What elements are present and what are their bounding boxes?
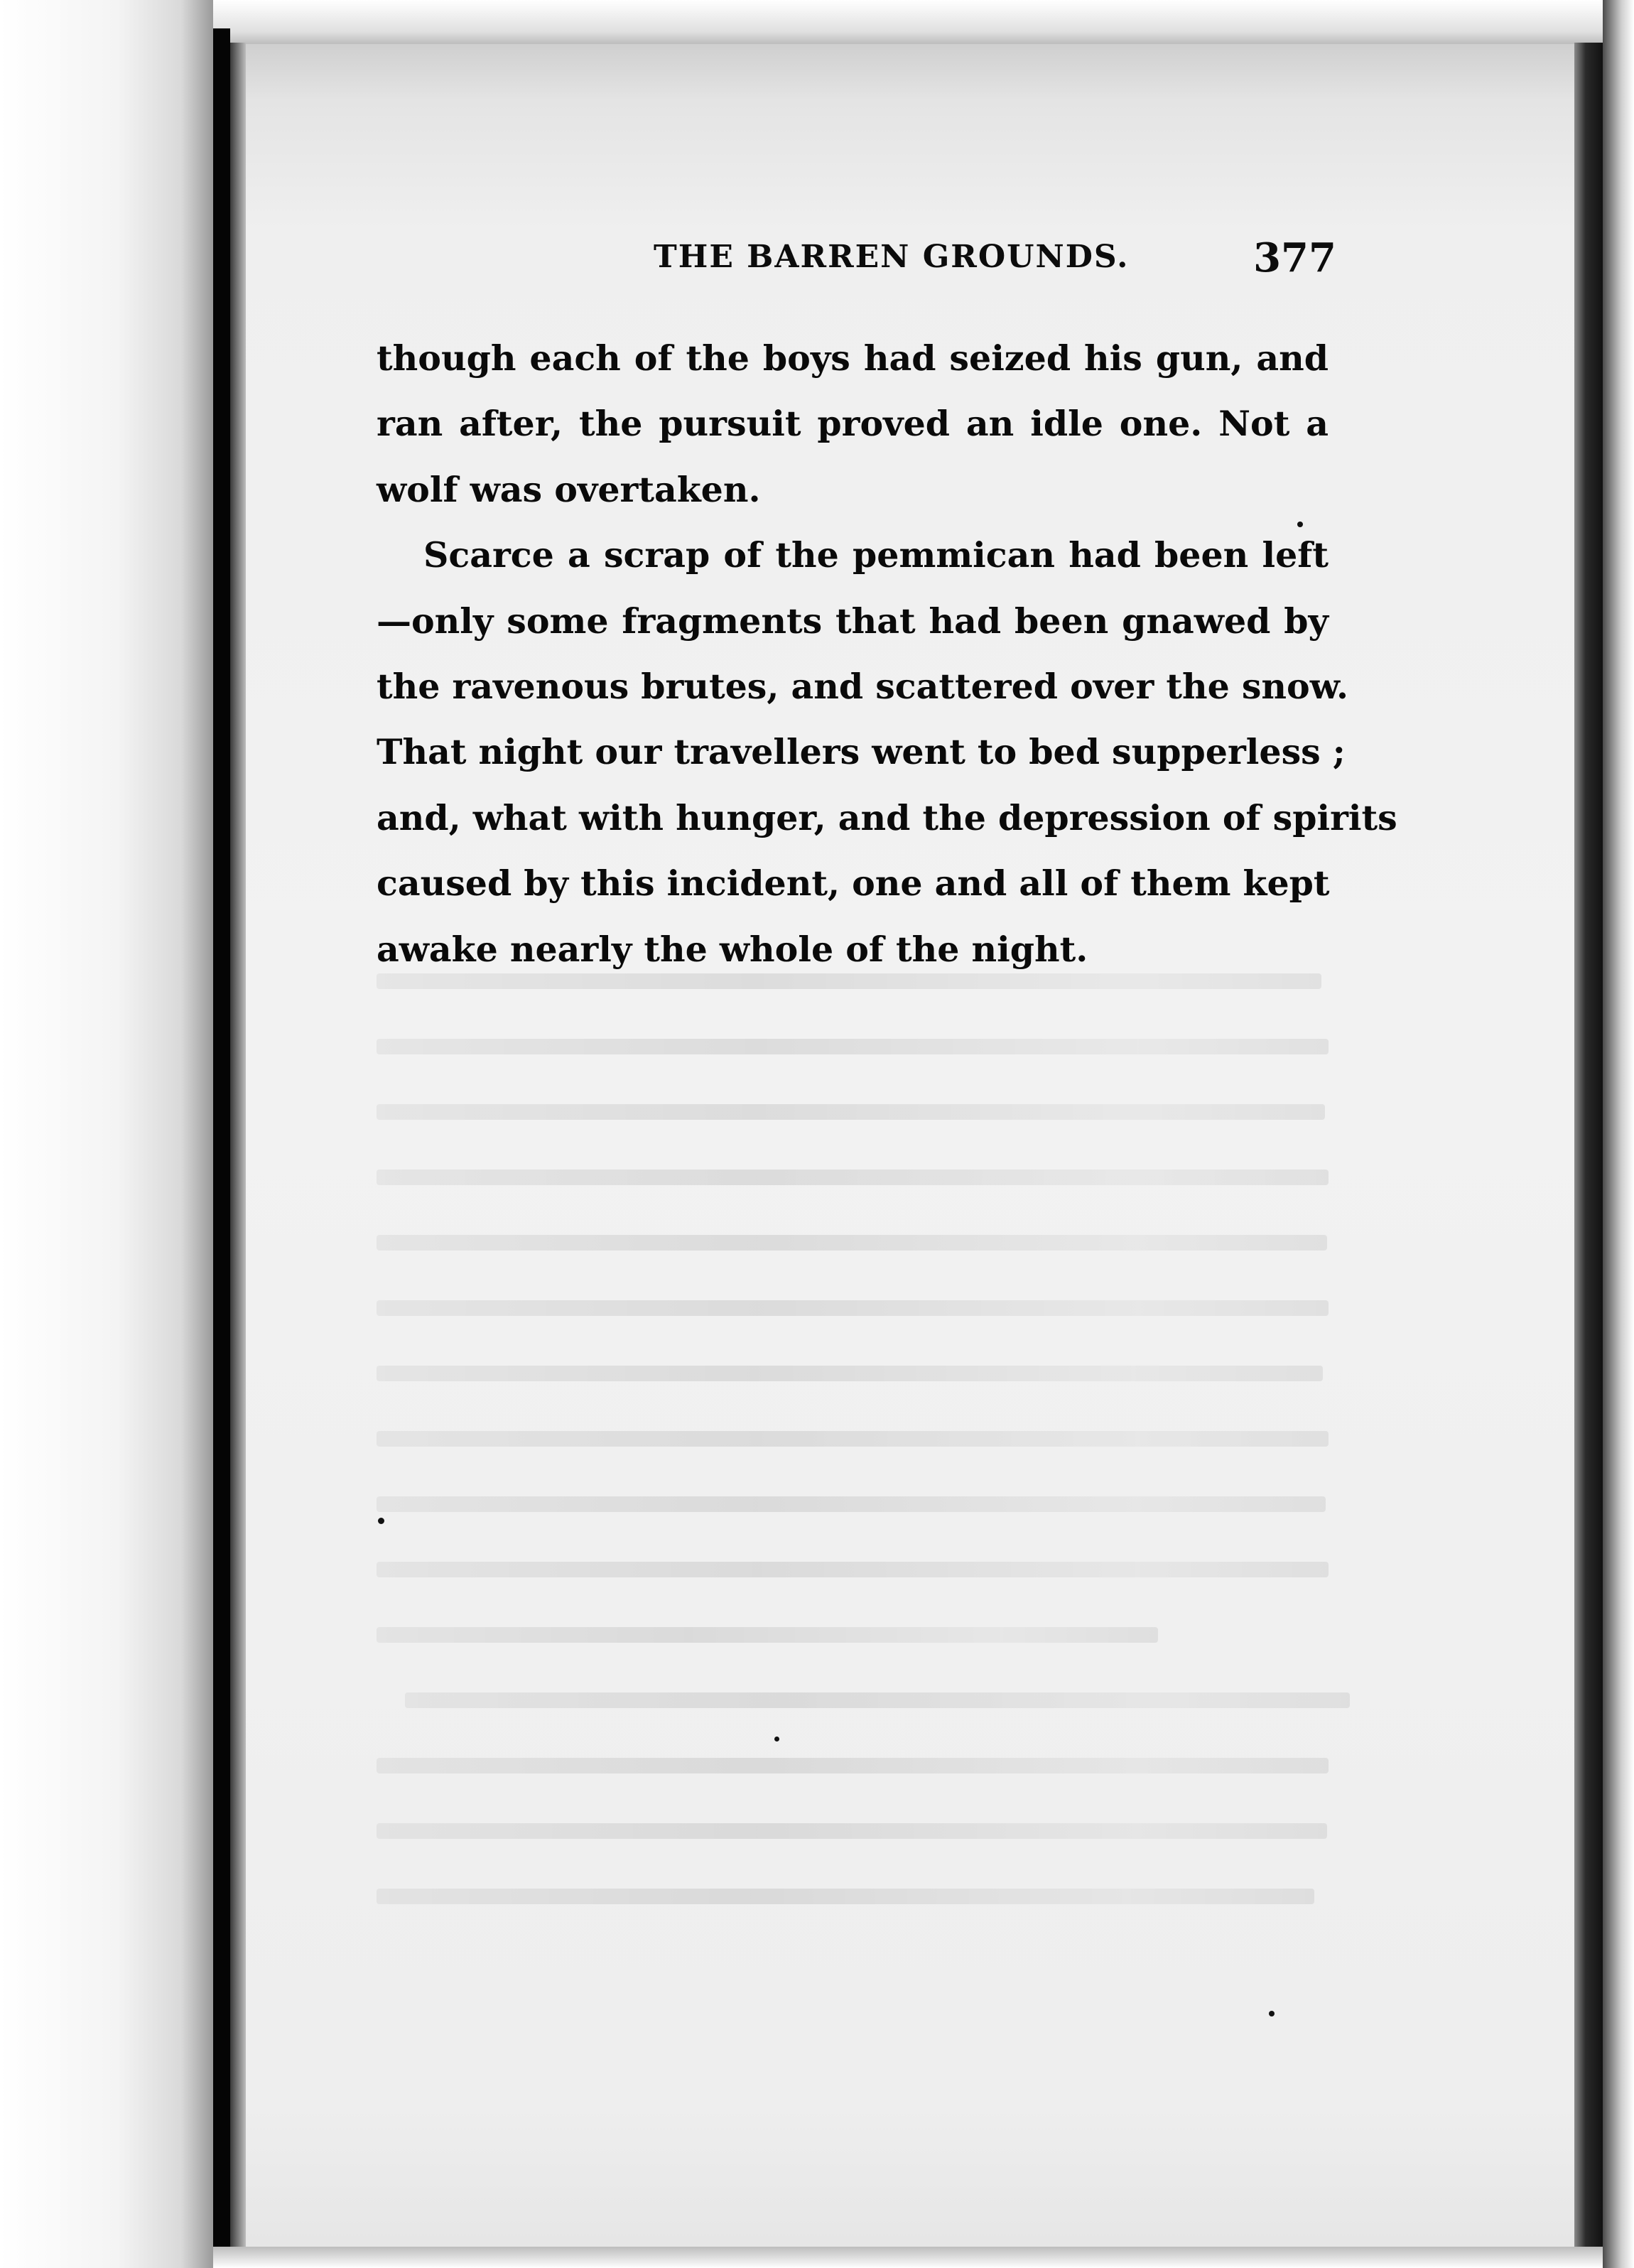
page-top-edge: [213, 0, 1603, 45]
text-line: That night our travellers went to bed supperless ;: [377, 731, 1346, 773]
page-bottom-edge: [213, 2247, 1603, 2268]
text-line: the ravenous brutes, and scattered over the snow.: [377, 665, 1349, 707]
text-line: caused by this incident, one and all of them kept: [377, 863, 1330, 904]
page-number: 377: [1253, 234, 1336, 281]
text-line: Scarce a scrap of the pemmican had been left: [423, 534, 1329, 576]
text-line: ran after, the pursuit proved an idle one. Not a: [377, 403, 1329, 445]
text-line: —only some fragments that had been gnawed by: [377, 600, 1329, 642]
text-line: awake nearly the whole of the night.: [377, 928, 1088, 970]
text-line: and, what with hunger, and the depression of spirits: [377, 796, 1397, 838]
text-line: wolf was overtaken.: [377, 468, 761, 510]
page-right-edge: [1574, 43, 1603, 2267]
ink-speck: [1269, 2011, 1275, 2016]
ink-speck: [774, 1737, 779, 1742]
facing-page-edge: [0, 0, 213, 2268]
running-title: THE BARREN GROUNDS.: [654, 239, 1130, 275]
show-through-text: [377, 973, 1329, 1968]
gutter-edge: [230, 43, 246, 2252]
body-text: [377, 325, 1397, 982]
binding-gutter: [213, 28, 230, 2259]
scan-border: [1603, 0, 1634, 2268]
running-header: [654, 234, 1336, 284]
ink-speck: [378, 1518, 384, 1524]
text-line: though each of the boys had seized his gun, and: [377, 338, 1329, 379]
